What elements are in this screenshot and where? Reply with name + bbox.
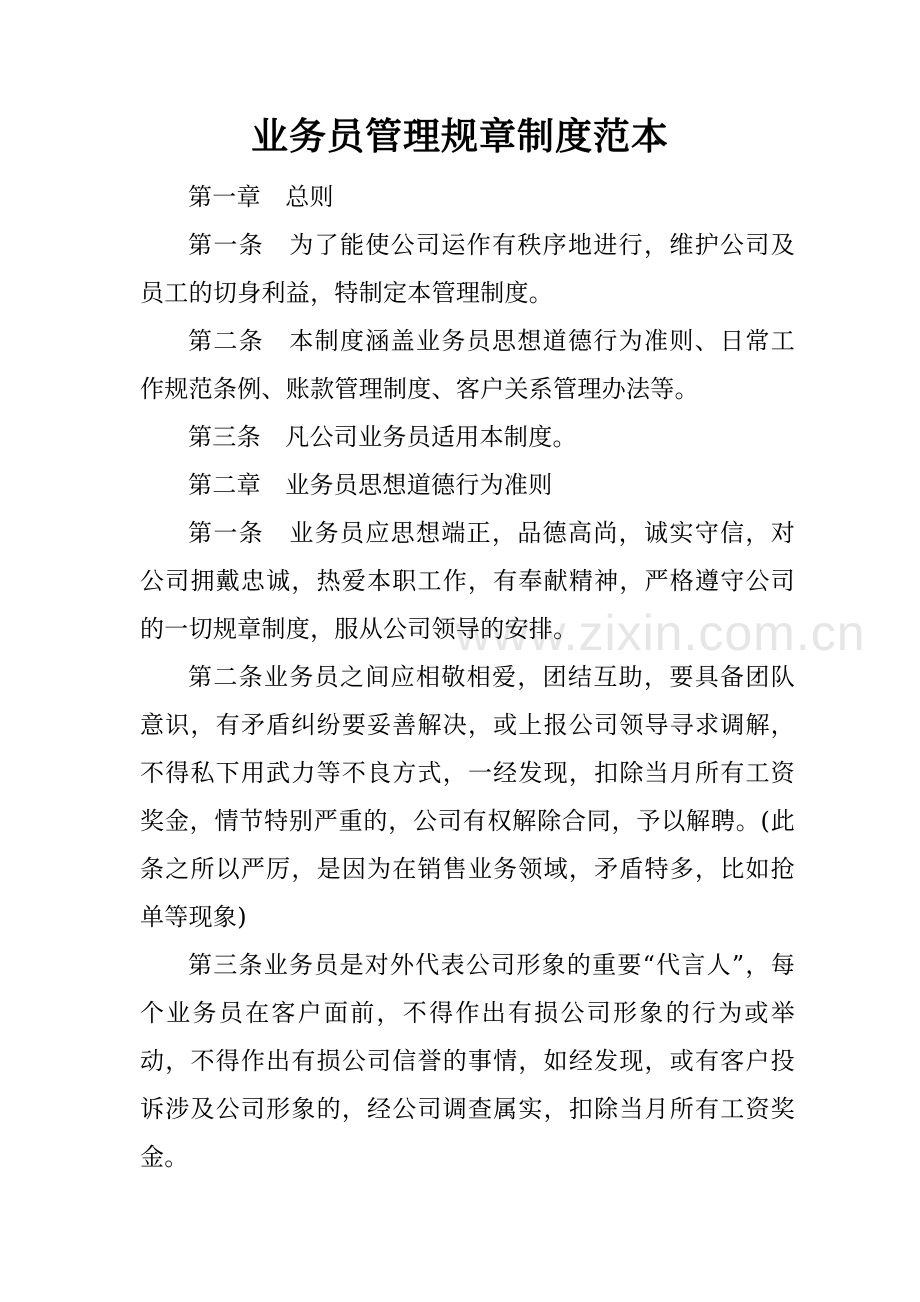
article-paragraph: 第一条 为了能使公司运作有秩序地进行，维护公司及员工的切身利益，特制定本管理制度。 — [140, 231, 795, 307]
article-paragraph: 第二条业务员之间应相敬相爱，团结互助，要具备团队意识，有矛盾纠纷要妥善解决，或上报公司领导寻求调解，不得私下用武力等不良方式，一经发现，扣除当月所有工资奖金，情节特别严重的，公司有权解除合同，予以解聘。(此条之所以严厉，是因为在销售业务领域，矛盾特多，比如抢单等现象) — [140, 663, 795, 931]
article-paragraph: 第一条 业务员应思想端正，品德高尚，诚实守信，对公司拥戴忠诚，热爱本职工作，有奉献精神，严格遵守公司的一切规章制度，服从公司领导的安排。 — [140, 519, 795, 643]
article-paragraph: 第三条业务员是对外代表公司形象的重要“代言人”，每个业务员在客户面前，不得作出有损公司形象的行为或举动，不得作出有损公司信誉的事情，如经发现，或有客户投诉涉及公司形象的，经公司调查属实，扣除当月所有工资奖金。 — [140, 951, 795, 1171]
article-paragraph: 第三条 凡公司业务员适用本制度。 — [188, 423, 577, 451]
article-paragraph: 第二条 本制度涵盖业务员思想道德行为准则、日常工作规范条例、账款管理制度、客户关系管理办法等。 — [140, 327, 795, 403]
chapter-heading: 第一章 总则 — [188, 183, 334, 211]
chapter-heading: 第二章 业务员思想道德行为准则 — [188, 471, 553, 499]
document-body — [140, 173, 795, 1181]
document-title: 业务员管理规章制度范本 — [251, 114, 669, 158]
watermark: www.zixin.com.cn — [455, 605, 866, 661]
